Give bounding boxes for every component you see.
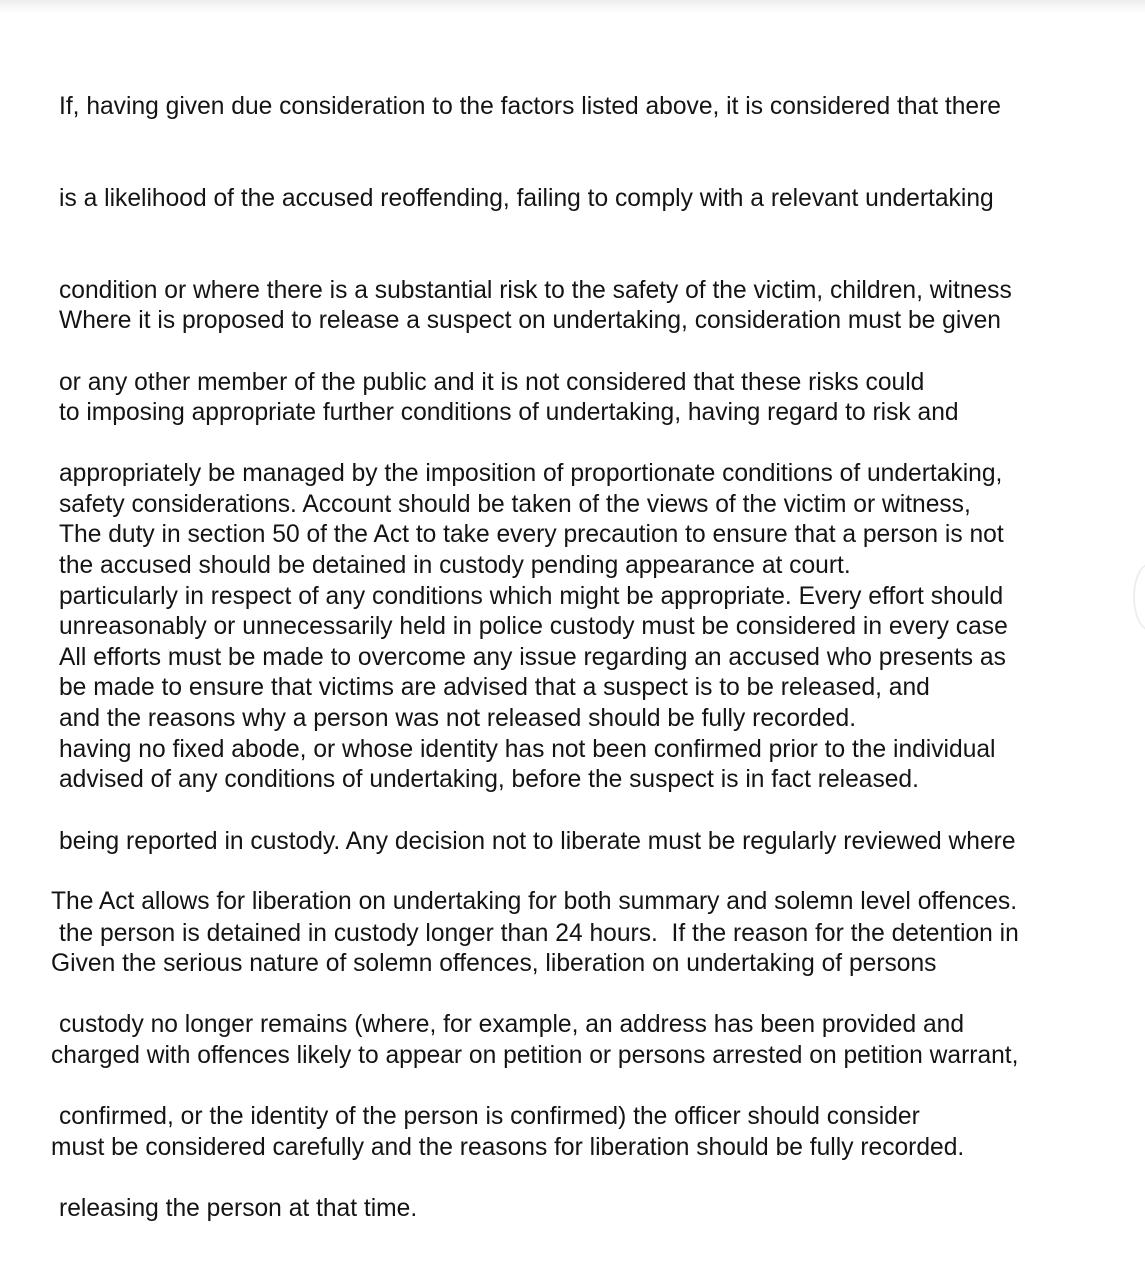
paragraph-line: If, having given due consideration to the factors listed above, it is considered that there xyxy=(59,93,1001,121)
paragraph-line: unreasonably or unnecessarily held in police custody must be considered in every case xyxy=(59,612,1008,640)
paragraph-line: The Act allows for liberation on undertaking for both summary and solemn level offences. xyxy=(51,888,1018,916)
paragraph-line: the person is detained in custody longer than 24 hours. If the reason for the detention in xyxy=(59,919,1019,947)
paragraph-line: releasing the person at that time. xyxy=(59,1194,418,1222)
paragraph-line: advised of any conditions of undertaking, before the suspect is in fact released. xyxy=(59,766,919,794)
paragraph-line: being reported in custody. Any decision not to liberate must be regularly reviewed where xyxy=(59,827,1016,855)
paragraph-line: having no fixed abode, or whose identity has not been confirmed prior to the individual xyxy=(59,735,996,763)
paragraph-line: Where it is proposed to release a suspect on undertaking, consideration must be given xyxy=(59,307,1001,335)
paragraph-line: condition or where there is a substantial risk to the safety of the victim, children, witness xyxy=(59,276,1012,304)
paragraph-line: All efforts must be made to overcome any issue regarding an accused who presents as xyxy=(59,644,1006,672)
paragraph-line: charged with offences likely to appear on petition or persons arrested on petition warrant, xyxy=(51,1041,1019,1069)
paragraph-line: custody no longer remains (where, for example, an address has been provided and xyxy=(59,1011,965,1039)
paragraph-line: must be considered carefully and the reasons for liberation should be fully recorded. xyxy=(51,1133,965,1161)
paragraph-line: particularly in respect of any conditions which might be appropriate. Every effort should xyxy=(59,582,1004,610)
paragraph-line: is a likelihood of the accused reoffending, failing to comply with a relevant undertaking xyxy=(59,184,994,212)
paragraph-line: Given the serious nature of solemn offences, liberation on undertaking of persons xyxy=(51,950,937,978)
paragraph-line: safety considerations. Account should be taken of the views of the victim or witness, xyxy=(59,490,971,518)
paragraph-line: the accused should be detained in custody pending appearance at court. xyxy=(59,552,851,580)
paragraph-line: appropriately be managed by the imposition of proportionate conditions of undertaking, xyxy=(59,460,1003,488)
paragraph-line: and the reasons why a person was not released should be fully recorded. xyxy=(59,704,857,732)
paragraph-line: to imposing appropriate further conditions of undertaking, having regard to risk and xyxy=(59,398,959,426)
paragraph-line: confirmed, or the identity of the person is confirmed) the officer should consider xyxy=(59,1103,920,1131)
paragraph-line: be made to ensure that victims are advised that a suspect is to be released, and xyxy=(59,674,930,702)
paragraph-6 xyxy=(51,888,1018,1225)
paragraph-line: The duty in section 50 of the Act to take every precaution to ensure that a person is not xyxy=(59,521,1004,549)
paragraph-line: or any other member of the public and it is not considered that these risks could xyxy=(59,368,925,396)
